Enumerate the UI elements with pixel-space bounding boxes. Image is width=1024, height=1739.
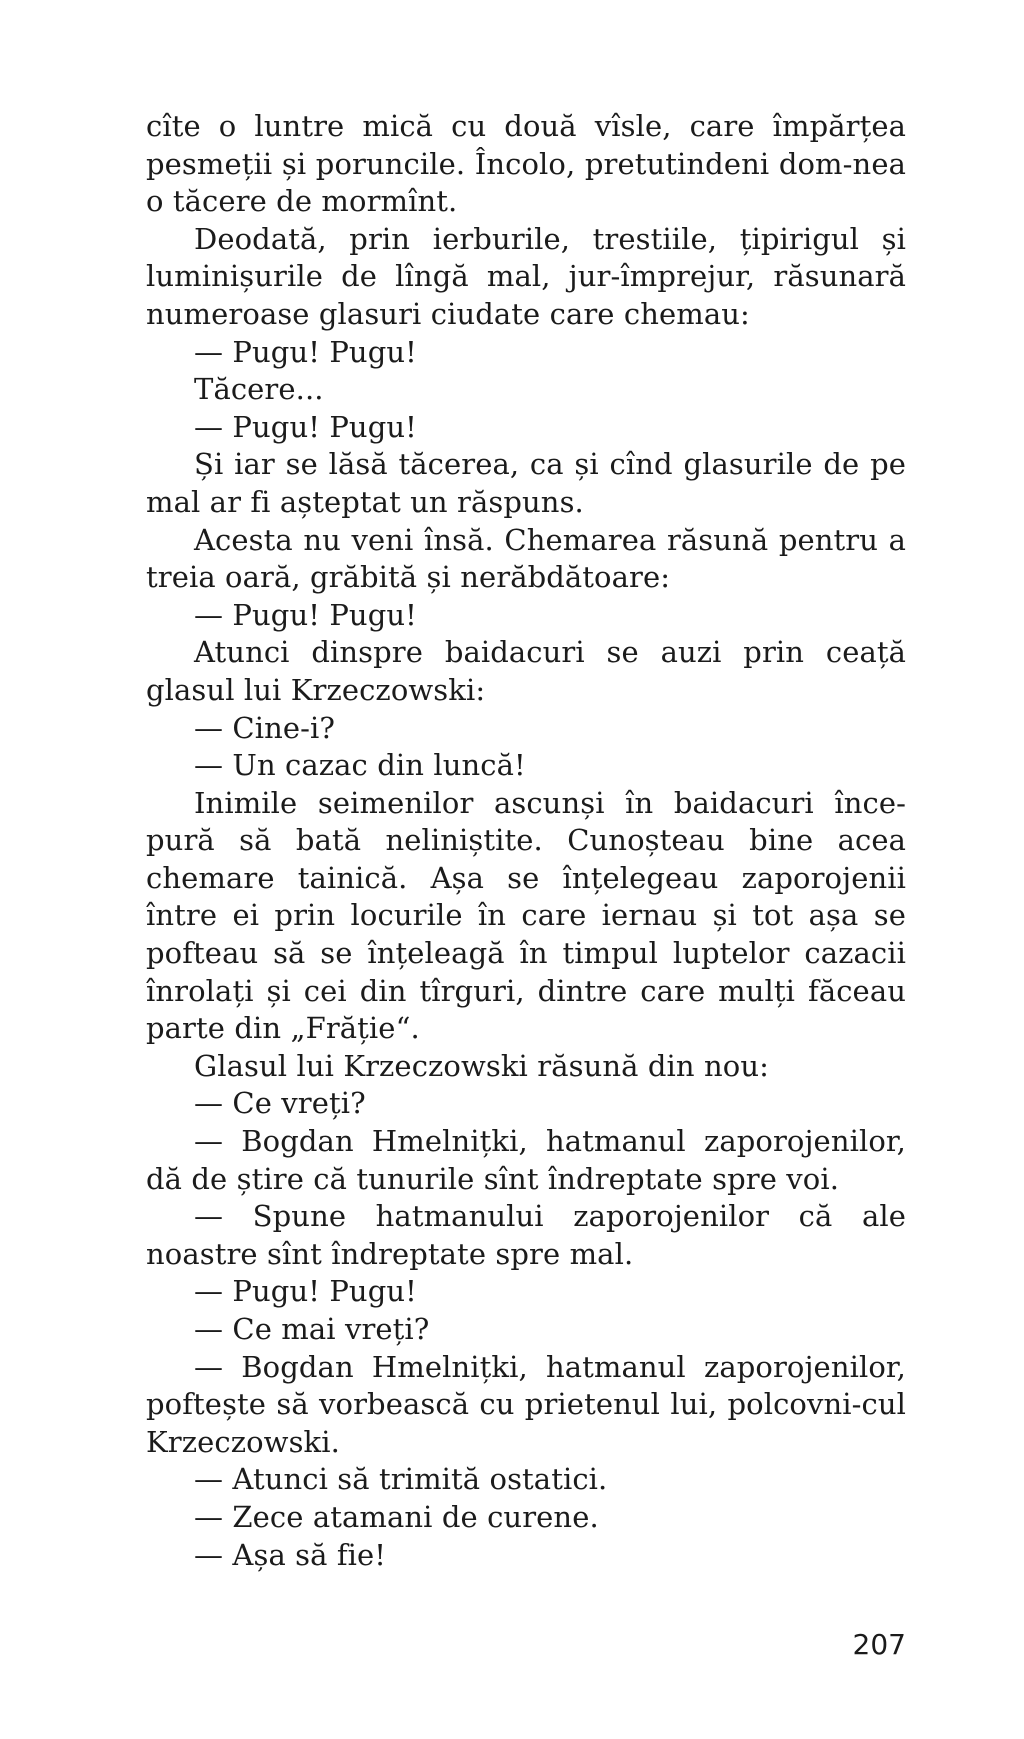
dialogue-line: — Spune hatmanului zaporojenilor că ale noastre sînt îndreptate spre mal. — [146, 1199, 906, 1271]
dialogue-line: — Pugu! Pugu! — [194, 597, 417, 632]
dialogue-line: — Bogdan Hmelnițki, hatmanul zaporojenilor, dă de știre că tunurile sînt îndreptate spre voi. — [146, 1124, 906, 1196]
dialogue-line: — Pugu! Pugu! — [194, 409, 417, 444]
paragraph: Inimile seimenilor ascunși în baidacuri înce-pură să bată neliniștite. Cunoșteau bine acea chemare tainică. Așa se înțelegeau zaporojenii între ei prin locurile în care iernau și tot așa se pofteau să se înțeleagă în timpul luptelor cazacii înrolați și cei din tîrguri, dintre care mulți făceau parte din „Frăție“. — [146, 785, 906, 1046]
paragraph: Deodată, prin ierburile, trestiile, țipirigul și luminișurile de lîngă mal, jur-împrejur, răsunară numeroase glasuri ciudate care chemau: — [146, 221, 906, 331]
dialogue-line: — Atunci să trimită ostatici. — [194, 1462, 608, 1497]
paragraph: Glasul lui Krzeczowski răsună din nou: — [194, 1048, 769, 1083]
dialogue-line: — Așa să fie! — [194, 1537, 387, 1572]
dialogue-line: — Zece atamani de curene. — [194, 1499, 599, 1534]
dialogue-line: — Bogdan Hmelnițki, hatmanul zaporojenilor, poftește să vorbească cu prietenul lui, polcovni-cul Krzeczowski. — [146, 1349, 906, 1459]
dialogue-line: — Cine-i? — [194, 710, 336, 745]
page-number: 207 — [852, 1628, 906, 1661]
paragraph: Atunci dinspre baidacuri se auzi prin ceață glasul lui Krzeczowski: — [146, 635, 906, 707]
paragraph: Acesta nu veni însă. Chemarea răsună pentru a treia oară, grăbită și nerăbdătoare: — [146, 522, 906, 595]
dialogue-line: — Un cazac din luncă! — [194, 748, 526, 783]
dialogue-line: — Ce vreți? — [194, 1086, 366, 1121]
paragraph: Și iar se lăsă tăcerea, ca și cînd glasurile de pe mal ar fi așteptat un răspuns. — [146, 447, 906, 519]
dialogue-line: — Pugu! Pugu! — [194, 334, 417, 369]
dialogue-line: — Pugu! Pugu! — [194, 1274, 417, 1309]
dialogue-line: — Ce mai vreți? — [194, 1312, 430, 1346]
body-text — [146, 108, 906, 1574]
paragraph: Tăcere... — [194, 372, 324, 407]
paragraph-continuation: cîte o luntre mică cu două vîsle, care împărțea pesmeții și poruncile. Încolo, pretutindeni dom-nea o tăcere de mormînt. — [146, 109, 906, 219]
